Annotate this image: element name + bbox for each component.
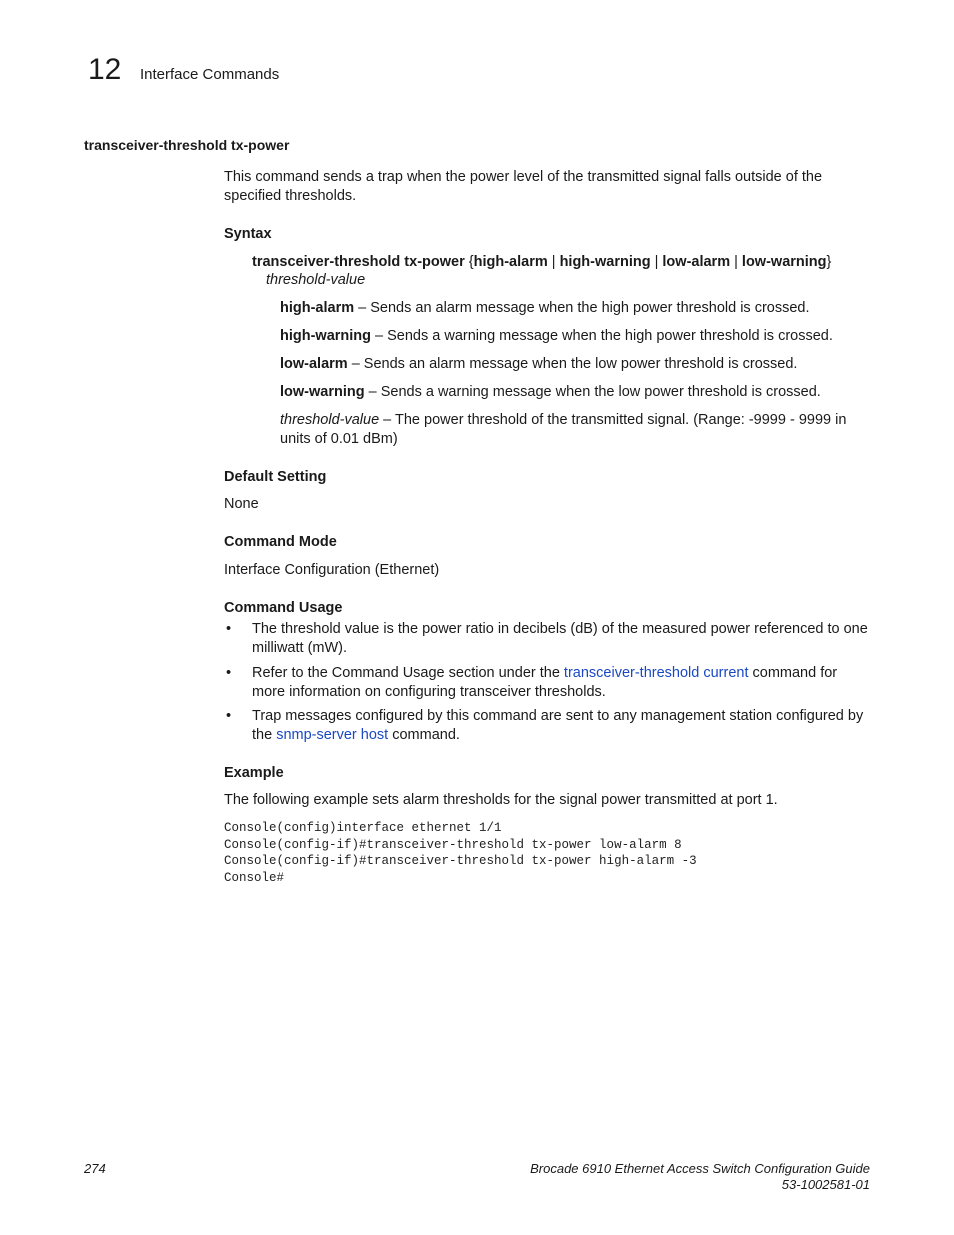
bullet-glyph: • <box>226 621 232 637</box>
command-mode-heading: Command Mode <box>224 534 337 550</box>
bullet-glyph: • <box>226 665 232 681</box>
param-name: threshold-value <box>280 412 380 428</box>
command-mode-value: Interface Configuration (Ethernet) <box>224 562 440 578</box>
syntax-argument-text: threshold-value <box>266 272 366 288</box>
param-name: low-warning <box>280 384 365 400</box>
param-desc: – Sends an alarm message when the low power threshold is crossed. <box>347 356 798 372</box>
footer-guide-info <box>530 1161 870 1193</box>
param-desc: – Sends an alarm message when the high power threshold is crossed. <box>354 300 810 316</box>
syntax-option-low-warning: low-warning <box>741 254 827 270</box>
syntax-option-high-alarm: high-alarm <box>473 254 548 270</box>
chapter-title: Interface Commands <box>140 66 280 83</box>
doc-number: 53-1002581-01 <box>781 1177 870 1192</box>
page-number: 274 <box>84 1161 106 1176</box>
command-description: This command sends a trap when the power level of the transmitted signal falls outside of the specified thresholds. <box>224 169 823 204</box>
syntax-line <box>252 253 872 272</box>
syntax-open-brace: { <box>468 254 474 270</box>
example-heading: Example <box>224 765 284 781</box>
param-high-alarm <box>280 299 872 318</box>
syntax-heading: Syntax <box>224 226 272 242</box>
link-snmp-server-host[interactable]: snmp-server host <box>276 727 389 743</box>
syntax-close-brace: } <box>826 254 832 270</box>
param-name: low-alarm <box>280 356 348 372</box>
param-threshold-value <box>280 411 872 449</box>
bullet-text-part: command for more information on configuring transceiver thresholds. <box>252 665 838 700</box>
syntax-separator: | <box>730 254 742 270</box>
example-code-block: Console(config)interface ethernet 1/1 Console(config-if)#transceiver-threshold tx-power low-alarm 8 Console(config-if)#transceiver-threshold tx-power high-alarm -3 Console# <box>224 821 697 885</box>
syntax-separator: | <box>650 254 663 270</box>
default-setting-value: None <box>224 496 259 512</box>
syntax-argument <box>266 271 886 290</box>
bullet-text <box>252 664 870 702</box>
param-desc: – The power threshold of the transmitted signal. (Range: -9999 - 9999 in units of 0.01 dBm) <box>280 412 847 447</box>
param-low-warning <box>280 383 872 402</box>
param-high-warning <box>280 327 872 346</box>
command-title: transceiver-threshold tx-power <box>84 137 290 153</box>
bullet-text-part: command. <box>388 727 460 743</box>
param-low-alarm <box>280 355 872 374</box>
syntax-option-high-warning: high-warning <box>559 254 651 270</box>
link-transceiver-threshold-current[interactable]: transceiver-threshold current <box>563 665 749 681</box>
bullet-glyph: • <box>226 708 232 724</box>
guide-title: Brocade 6910 Ethernet Access Switch Configuration Guide <box>530 1161 870 1176</box>
bullet-text: The threshold value is the power ratio in decibels (dB) of the measured power referenced to one milliwatt (mW). <box>252 621 868 656</box>
syntax-command: transceiver-threshold tx-power <box>252 254 465 270</box>
command-usage-heading: Command Usage <box>224 600 343 616</box>
syntax-separator: | <box>547 254 560 270</box>
chapter-number: 12 <box>88 53 122 86</box>
bullet-text <box>252 707 870 745</box>
bullet-text-part: Trap messages configured by this command are sent to any management station configured by the <box>252 708 864 743</box>
param-desc: – Sends a warning message when the high power threshold is crossed. <box>371 328 833 344</box>
param-name: high-alarm <box>280 300 355 316</box>
bullet-text-part: Refer to the Command Usage section under the <box>252 665 564 681</box>
param-name: high-warning <box>280 328 372 344</box>
default-setting-heading: Default Setting <box>224 469 327 485</box>
example-intro: The following example sets alarm thresholds for the signal power transmitted at port 1. <box>224 792 778 808</box>
syntax-option-low-alarm: low-alarm <box>662 254 731 270</box>
param-desc: – Sends a warning message when the low power threshold is crossed. <box>364 384 821 400</box>
